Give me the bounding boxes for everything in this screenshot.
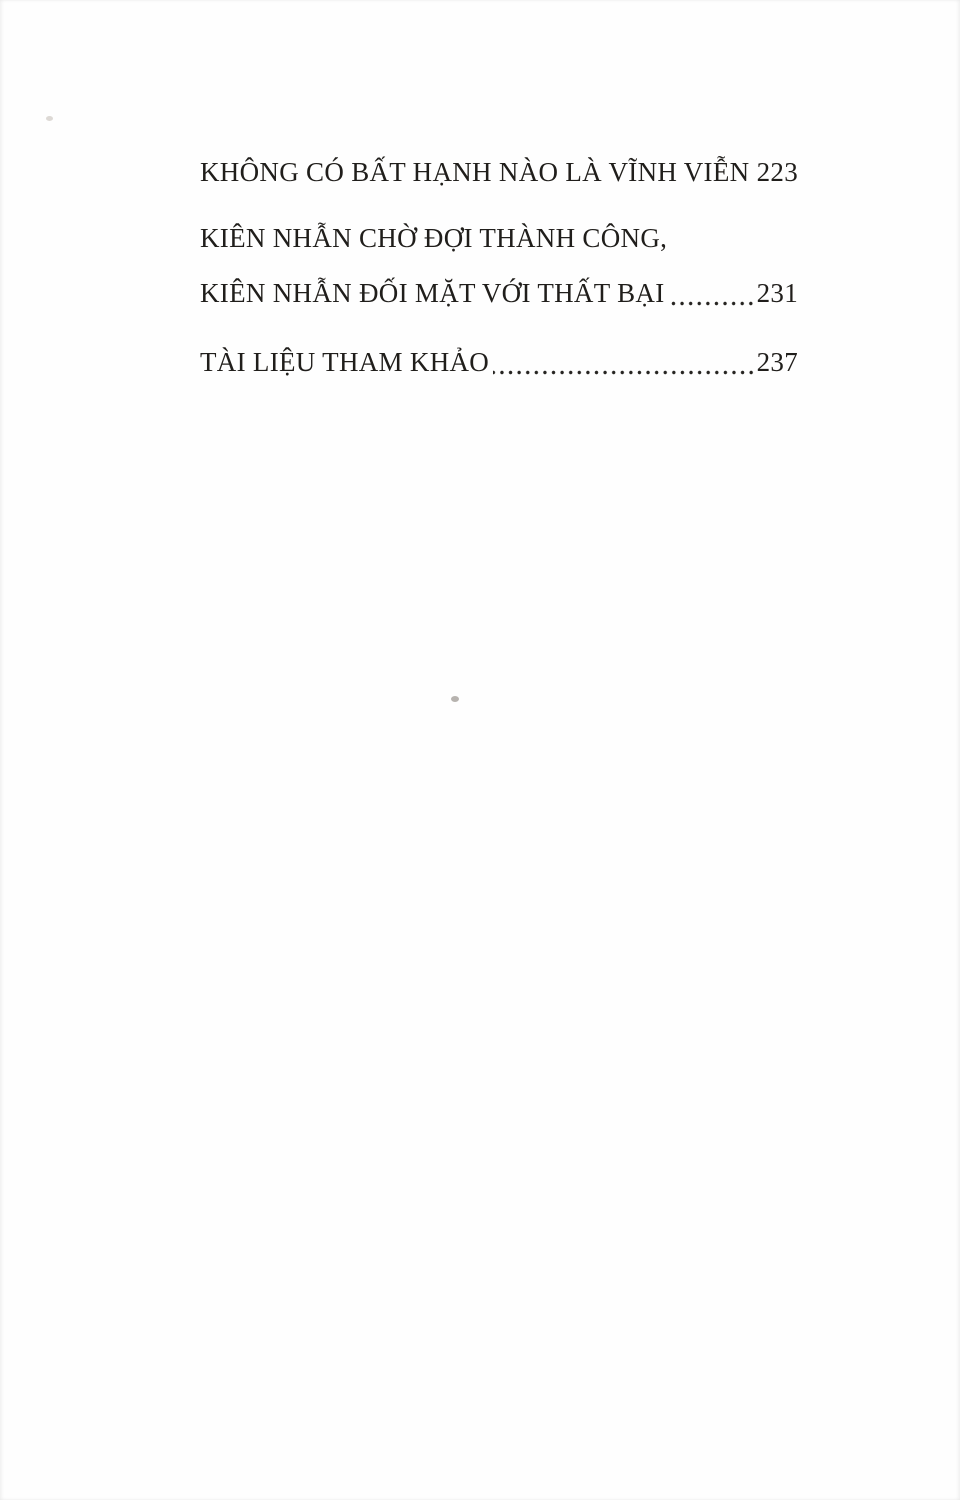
toc-entry-title: KIÊN NHẪN CHỜ ĐỢI THÀNH CÔNG, — [200, 223, 668, 253]
toc-entry-title: KIÊN NHẪN ĐỐI MẶT VỚI THẤT BẠI — [200, 278, 665, 308]
toc-page-number: 237 — [756, 347, 798, 377]
toc-entry-title: KHÔNG CÓ BẤT HẠNH NÀO LÀ VĨNH VIỄN — [200, 157, 750, 187]
toc-entry-title: TÀI LIỆU THAM KHẢO — [200, 347, 490, 377]
toc-entry — [200, 218, 798, 258]
toc-entry — [200, 152, 798, 192]
toc-entry — [200, 342, 798, 382]
toc-page-number: 231 — [756, 278, 798, 308]
scan-speck — [451, 696, 459, 702]
dot-leader — [493, 342, 755, 382]
dot-leader — [668, 273, 755, 313]
scan-speck — [46, 116, 53, 121]
table-of-contents — [200, 152, 798, 382]
toc-entry — [200, 273, 798, 313]
dot-leader — [753, 152, 755, 192]
toc-page-number: 223 — [756, 157, 798, 187]
